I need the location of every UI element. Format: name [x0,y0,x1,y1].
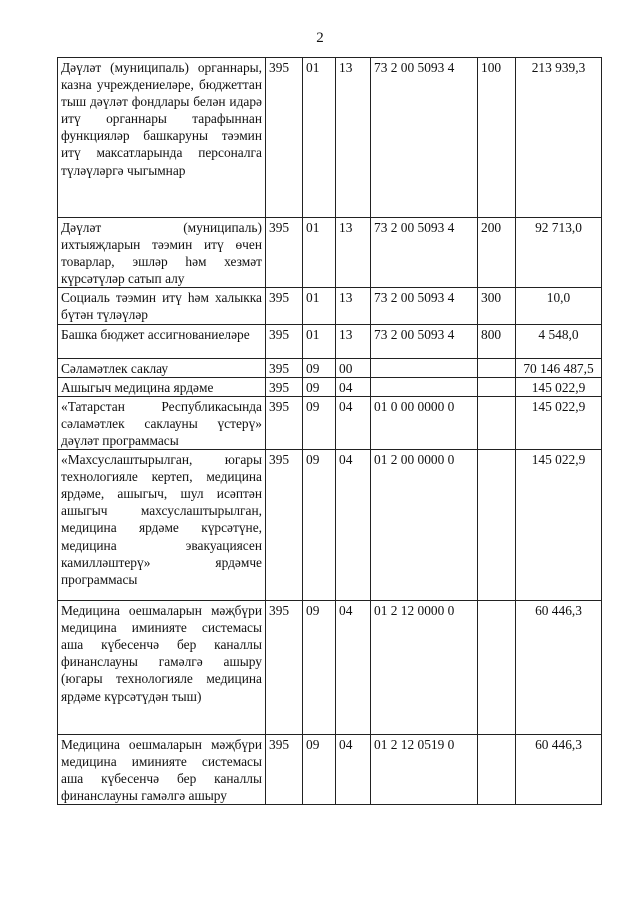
expense-type-code [478,601,516,735]
ministry-code: 395 [266,450,303,601]
ministry-code: 395 [266,288,303,324]
target-article-code: 73 2 00 5093 4 [371,288,478,324]
subsection-code: 04 [336,396,371,449]
subsection-code: 04 [336,601,371,735]
target-article-code: 01 0 00 0000 0 [371,396,478,449]
expense-type-code [478,377,516,396]
subsection-code: 04 [336,377,371,396]
target-article-code: 73 2 00 5093 4 [371,58,478,218]
row-name: Сәламәтлек саклау [58,358,266,377]
ministry-code: 395 [266,377,303,396]
ministry-code: 395 [266,396,303,449]
amount: 4 548,0 [516,324,602,358]
ministry-code: 395 [266,735,303,805]
row-name: «Махсуслаштырылган, югары технологияле кертеп, медицина ярдәме, ашыгыч, шул исәптән ашыгыч махсуслаштырылган, медицина ярдәме күрсәтүне, медицина эвакуациясен камилләштерү» ярдәмче программасы [58,450,266,601]
section-code: 09 [303,735,336,805]
row-name: Дәүләт (муниципаль) органнары, казна учреждениеләре, бюджеттан тыш дәүләт фондлары белән идарә итү органнары тарафыннан функцияләр башкаруны тәэмин итү максатларында персоналга түләүләргә чыгымнар [58,58,266,218]
amount: 92 713,0 [516,218,602,288]
ministry-code: 395 [266,58,303,218]
amount: 70 146 487,5 [516,358,602,377]
expense-type-code [478,358,516,377]
target-article-code: 01 2 12 0000 0 [371,601,478,735]
table-row [58,450,602,601]
table-row [58,58,602,218]
amount: 60 446,3 [516,735,602,805]
table-row [58,218,602,288]
section-code: 01 [303,58,336,218]
section-code: 01 [303,218,336,288]
page-number: 2 [316,30,324,46]
section-code: 09 [303,450,336,601]
row-name: Ашыгыч медицина ярдәме [58,377,266,396]
subsection-code: 04 [336,735,371,805]
table-row [58,358,602,377]
target-article-code: 01 2 00 0000 0 [371,450,478,601]
expense-type-code [478,450,516,601]
table-row [58,396,602,449]
ministry-code: 395 [266,324,303,358]
expense-type-code: 200 [478,218,516,288]
row-name: Дәүләт (муниципаль) ихтыяҗларын тәэмин итү өчен товарлар, эшләр һәм хезмәт күрсәтүләр сатып алу [58,218,266,288]
expense-type-code: 100 [478,58,516,218]
subsection-code: 13 [336,288,371,324]
ministry-code: 395 [266,218,303,288]
amount: 10,0 [516,288,602,324]
section-code: 09 [303,396,336,449]
subsection-code: 04 [336,450,371,601]
table-row [58,601,602,735]
row-name: «Татарстан Республикасында сәламәтлек саклауны үстерү» дәүләт программасы [58,396,266,449]
target-article-code: 01 2 12 0519 0 [371,735,478,805]
amount: 60 446,3 [516,601,602,735]
section-code: 09 [303,377,336,396]
budget-table [57,57,602,805]
target-article-code [371,358,478,377]
section-code: 09 [303,358,336,377]
amount: 213 939,3 [516,58,602,218]
subsection-code: 13 [336,218,371,288]
table-row [58,324,602,358]
section-code: 09 [303,601,336,735]
table-row [58,288,602,324]
section-code: 01 [303,288,336,324]
target-article-code: 73 2 00 5093 4 [371,324,478,358]
ministry-code: 395 [266,358,303,377]
subsection-code: 13 [336,324,371,358]
table-row [58,735,602,805]
table-body [58,58,602,805]
expense-type-code [478,396,516,449]
row-name: Социаль тәэмин итү һәм халыкка бүтән түләүләр [58,288,266,324]
section-code: 01 [303,324,336,358]
expense-type-code: 800 [478,324,516,358]
target-article-code [371,377,478,396]
amount: 145 022,9 [516,377,602,396]
expense-type-code [478,735,516,805]
target-article-code: 73 2 00 5093 4 [371,218,478,288]
amount: 145 022,9 [516,450,602,601]
subsection-code: 13 [336,58,371,218]
amount: 145 022,9 [516,396,602,449]
subsection-code: 00 [336,358,371,377]
table-row [58,377,602,396]
row-name: Башка бюджет ассигнованиеләре [58,324,266,358]
ministry-code: 395 [266,601,303,735]
row-name: Медицина оешмаларын мәҗбүри медицина иминияте системасы аша күбесенчә бер каналлы финанслауны гамәлгә ашыру [58,735,266,805]
row-name: Медицина оешмаларын мәҗбүри медицина иминияте системасы аша күбесенчә бер каналлы финанслауны гамәлгә ашыру (югары технологияле медицина ярдәме күрсәтүдән тыш) [58,601,266,735]
expense-type-code: 300 [478,288,516,324]
